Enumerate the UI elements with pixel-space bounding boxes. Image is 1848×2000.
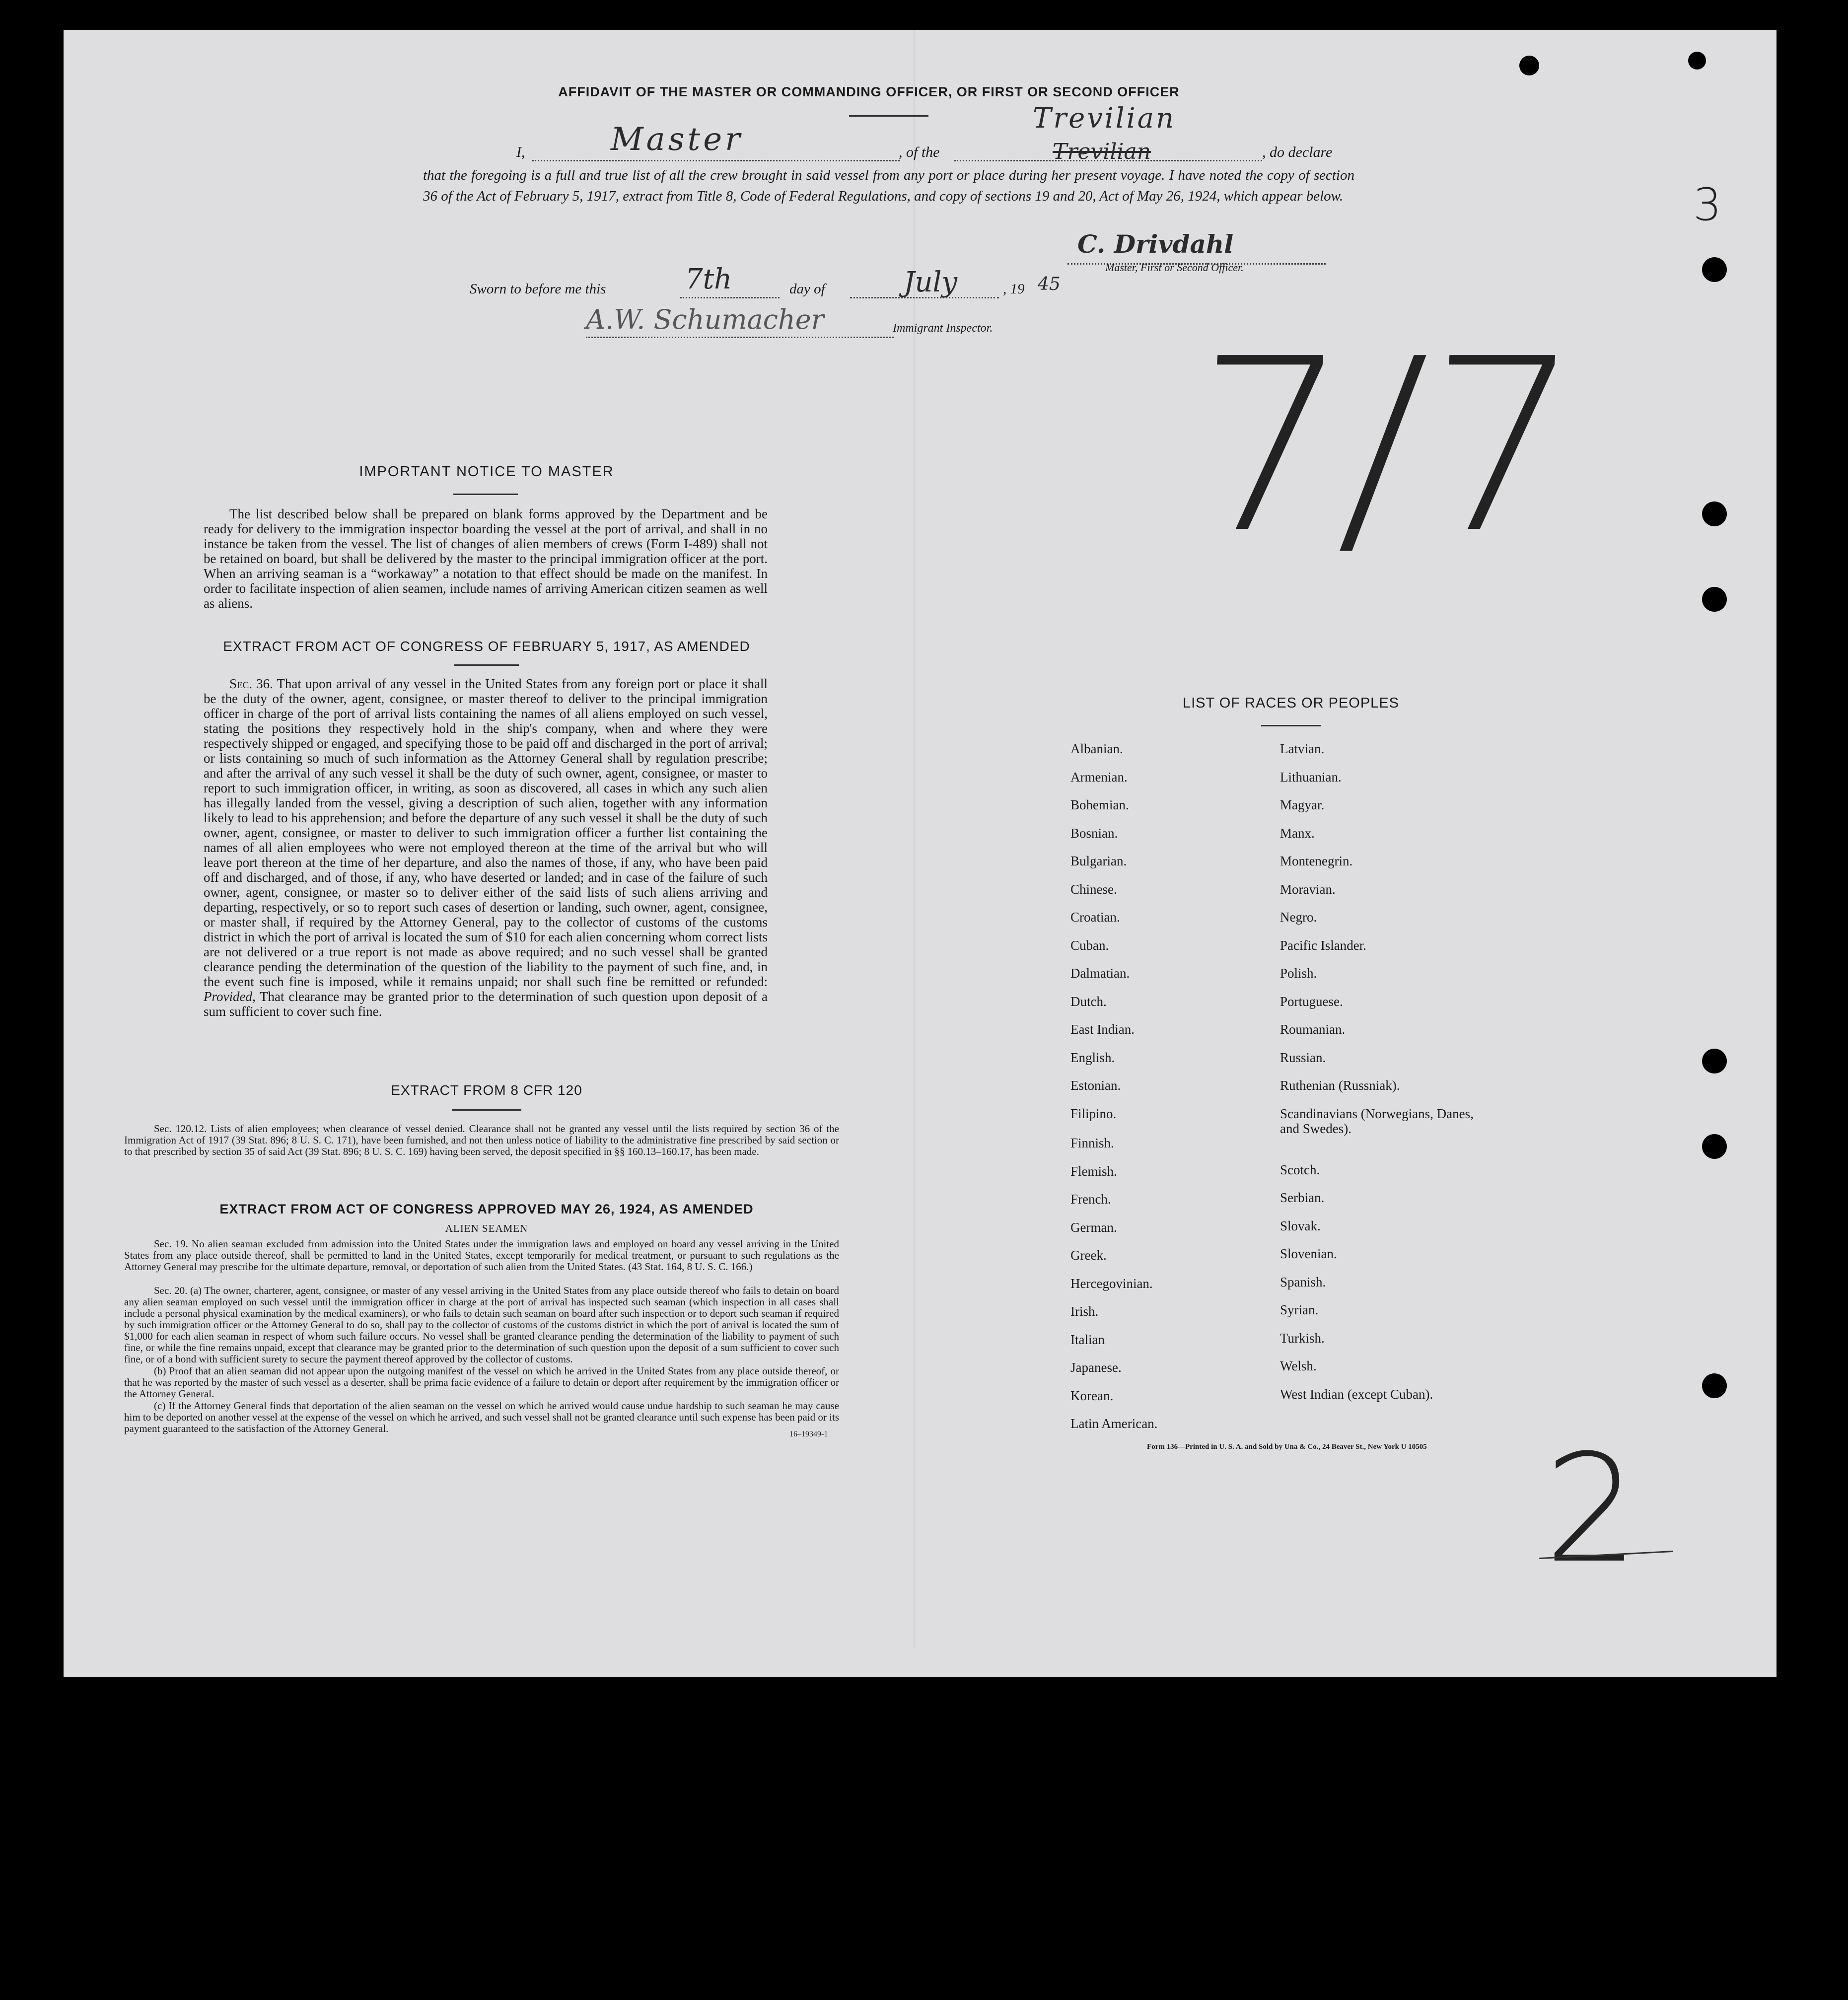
extract1924-subtitle: ALIEN SEAMEN: [445, 1222, 528, 1234]
divider: [849, 115, 928, 117]
race-item: Armenian.: [1070, 769, 1128, 785]
master-signature: C. Drivdahl: [1077, 229, 1234, 259]
race-item: Bulgarian.: [1070, 854, 1127, 868]
form-code: 16–19349-1: [789, 1430, 828, 1438]
section-36-text-end: That clearance may be granted prior to the determination of such question upon deposit of a sum sufficient to cover such fine.: [204, 989, 768, 1019]
extract1924-sec20a: Sec. 20. (a) The owner, charterer, agent, consignee, or master of any vessel arriving in the United States from any place outside thereof who fails to detain on board any alien seaman employed on such vessel until the immigration officer in charge at the port of arrival has inspected such seaman (which inspection in all cases shall include a personal physical examination by the medical examiners), or who fails to detain such seaman on board after such inspection or to deport such seaman if required by such immigration officer or the Attorney General to do so, shall pay to the collector of customs of the customs district in which the port of arrival is located the sum of $1,000 for each alien seaman in respect of whom such failure occurs. No vessel shall be granted clearance pending the determination of the liability to payment of such fine, or while the fine remains unpaid, except that clearance may be granted prior to the determination of such question upon the deposit of a sum sufficient to cover such fine, or of a bond with sufficient surety to secure the payment thereof approved by the collector of customs.: [124, 1285, 839, 1365]
race-item: Latin American.: [1070, 1416, 1158, 1431]
race-item: Magyar.: [1280, 797, 1325, 812]
extract1924-sec19: Sec. 19. No alien seaman excluded from admission into the United States under the immigration laws and employed on board any vessel arriving in the United States from any place outside thereof, shall be permitted to land in the United States, except temporarily for medical treatment, or pursuant to such regulations as the Attorney General may prescribe for the ultimate departure, removal, or deportation of such alien from the United States. (43 Stat. 164, 8 U. S. C. 166.): [124, 1238, 839, 1273]
extract1917-title: EXTRACT FROM ACT OF CONGRESS OF FEBRUARY 5, 1917, AS AMENDED: [223, 639, 750, 654]
affidavit-of-the: , of the: [899, 144, 940, 160]
extract1924-sec20b: (b) Proof that an alien seaman did not appear upon the outgoing manifest of the vessel on which he arrived in the United States from any place outside thereof, or that he was reported by the master of such vessel as a deserter, shall be prima facie evidence of a failure to detain or deport after requirement by the immigration officer or the Attorney General.: [124, 1365, 839, 1400]
race-item: Slovenian.: [1280, 1246, 1337, 1261]
race-item: Russian.: [1280, 1050, 1326, 1065]
race-item: Slovak.: [1280, 1218, 1321, 1233]
punch-hole: [1702, 1049, 1727, 1073]
punch-hole: [1702, 257, 1727, 282]
punch-hole: [1702, 1373, 1727, 1398]
race-item: German.: [1070, 1219, 1117, 1235]
race-item: East Indian.: [1070, 1022, 1135, 1037]
race-item: Scandinavians (Norwegians, Danes, and Swedes).: [1280, 1106, 1474, 1136]
race-item: Flemish.: [1070, 1163, 1117, 1179]
race-item: Manx.: [1280, 825, 1315, 841]
race-item: Bosnian.: [1070, 825, 1118, 841]
race-item: Cuban.: [1070, 937, 1109, 953]
race-item: Albanian.: [1070, 741, 1123, 756]
race-item: Latvian.: [1280, 741, 1325, 756]
race-item: Moravian.: [1280, 881, 1336, 897]
affidavit-i: I,: [516, 144, 525, 160]
corner-mark: 3: [1693, 179, 1722, 231]
race-item: Dalmatian.: [1070, 966, 1130, 981]
race-item: Scotch.: [1280, 1162, 1320, 1177]
race-item: Dutch.: [1070, 994, 1107, 1009]
form-footer-note: Form 136—Printed in U. S. A. and Sold by Una & Co., 24 Beaver St., New York U 10505: [1147, 1443, 1427, 1451]
vessel-struck-out: Trevilian: [1053, 139, 1151, 164]
race-item: Welsh.: [1280, 1358, 1317, 1373]
race-item: Turkish.: [1280, 1330, 1325, 1346]
notice-text: The list described below shall be prepared on blank forms approved by the Department and be ready for delivery to the immigration inspector boarding the vessel at the port of arrival, and shall in no instance be taken from the vessel. The list of changes of alien members of crews (Form I-489) shall not be retained on board, but shall be delivered by the master to the principal immigration officer at the port. When an arriving seaman is a “workaway” a notation to that effect should be made on the manifest. In order to facilitate inspection of alien seamen, include names of arriving American citizen seamen as well as aliens.: [204, 506, 768, 611]
affidavit-title: AFFIDAVIT OF THE MASTER OR COMMANDING OFFICER, OR FIRST OR SECOND OFFICER: [558, 84, 1180, 99]
punch-hole: [1702, 501, 1727, 526]
race-item: Hercegovinian.: [1070, 1276, 1153, 1291]
race-item: West Indian (except Cuban).: [1280, 1386, 1433, 1402]
race-item: Ruthenian (Russniak).: [1280, 1078, 1400, 1093]
sworn-day-of: day of: [789, 281, 825, 297]
divider: [453, 494, 518, 495]
sworn-prefix: Sworn to before me this: [470, 281, 606, 297]
race-item: Serbian.: [1280, 1190, 1325, 1205]
extractCFR-title: EXTRACT FROM 8 CFR 120: [391, 1082, 582, 1098]
sworn-month: July: [904, 266, 958, 298]
extract1924-sec20c: (c) If the Attorney General finds that deportation of the alien seaman on the vessel on which he arrived would cause undue hardship to such seaman he may cause him to be deported on another vessel at the expense of the vessel on which he arrived, and such vessel shall not be granted clearance until such expense has been paid or its payment guaranteed to the satisfaction of the Attorney General.: [124, 1400, 839, 1434]
race-item: English.: [1070, 1050, 1115, 1065]
sworn-day: 7th: [685, 263, 732, 295]
signature-caption: Master, First or Second Officer.: [1105, 261, 1244, 274]
race-item: Greek.: [1070, 1248, 1107, 1263]
race-item: Spanish.: [1280, 1274, 1326, 1289]
race-item: Estonian.: [1070, 1078, 1121, 1093]
race-item: Bohemian.: [1070, 797, 1129, 812]
affidavit-declare: , do declare: [1262, 144, 1333, 160]
notice-title: IMPORTANT NOTICE TO MASTER: [359, 464, 614, 480]
affidavit-statement: that the foregoing is a full and true list of all the crew brought in said vessel from any port or place during her present voyage. I have noted the copy of section 36 of the Act of February 5, 1917, extract from Title 8, Code of Federal Regulations, and copy of sections 19 and 20, Act of May 26, 1924, which appear below.: [423, 167, 1354, 204]
divider: [454, 664, 519, 666]
race-item: Japanese.: [1070, 1360, 1122, 1375]
sworn-year: 45: [1038, 274, 1061, 294]
race-item: Filipino.: [1070, 1106, 1117, 1121]
punch-hole: [1702, 1134, 1727, 1159]
provided-word: Provided,: [204, 989, 256, 1004]
sworn-year-prefix: , 19: [1003, 281, 1025, 297]
handwritten-fraction: 7/7: [1182, 308, 1585, 585]
extract1924-title: EXTRACT FROM ACT OF CONGRESS APPROVED MAY 26, 1924, AS AMENDED: [219, 1202, 754, 1216]
page-number-handwritten: 2: [1544, 1423, 1639, 1596]
vessel-handwritten: Trevilian: [1033, 102, 1176, 135]
race-item: Chinese.: [1070, 881, 1117, 897]
race-item: Portuguese.: [1280, 994, 1343, 1009]
race-item: Roumanian.: [1280, 1022, 1346, 1037]
race-item: Montenegrin.: [1280, 854, 1353, 868]
race-item: French.: [1070, 1192, 1111, 1207]
divider: [1261, 725, 1321, 726]
inspector-signature: A.W. Schumacher: [586, 304, 824, 335]
race-item: Croatian.: [1070, 910, 1120, 925]
races-title: LIST OF RACES OR PEOPLES: [1182, 695, 1400, 711]
section-36-text: That upon arrival of any vessel in the United States from any foreign port or place it shall be the duty of the owner, agent, consignee, or master thereof to deliver to the principal immigration officer in charge of the port of arrival lists containing the names of all aliens employed on such vessel, stating the positions they respectively hold in the ship's company, when and where they were respectively shipped or engaged, and specifying those to be paid off and discharged in the port of arrival; or lists containing so much of such information as the Attorney General shall by regulation prescribe; and after the arrival of any such vessel it shall be the duty of such owner, agent, consignee, or master to report to such immigration officer, in writing, as soon as discovered, all cases in which any such alien has illegally landed from the vessel, giving a description of such alien, together with any information likely to lead to his apprehension; and before the departure of any such vessel it shall be the duty of such owner, agent, consignee, or master to deliver to such immigration officer a further list containing the names of all alien employees who were not employed thereon at the time of the arrival but who will leave port thereon at the time of her departure, and also the names of those, if any, who have been paid off and discharged, and of those, if any, who have deserted or landed; and in case of the failure of such owner, agent, consignee, or master so to deliver either of the said lists of such aliens arriving and departing, respectively, or so to report such cases of desertion or landing, such owner, agent, consignee, or master shall, if required by the Attorney General, pay to the collector of customs of the customs district in which the port of arrival is located the sum of $10 for each alien concerning whom correct lists are not delivered or a true report is not made as above required; and no such vessel shall be granted clearance pending the determination of the question of the liability to the payment of such fine, and, in the event such fine is imposed, while it remains unpaid; nor shall such fine be remitted or refunded:: [204, 676, 768, 989]
extract1917-text: [204, 676, 768, 1019]
divider: [452, 1109, 521, 1111]
punch-hole: [1688, 52, 1706, 70]
role-handwritten: Master: [611, 121, 743, 158]
race-item: Negro.: [1280, 910, 1317, 925]
punch-hole: [1702, 587, 1727, 612]
punch-hole: [1519, 56, 1539, 75]
race-item: Lithuanian.: [1280, 769, 1342, 785]
inspector-caption: Immigrant Inspector.: [893, 322, 993, 335]
race-item: Italian: [1070, 1332, 1105, 1347]
race-item: Finnish.: [1070, 1136, 1114, 1150]
section-36-label: Sec. 36.: [229, 676, 273, 691]
race-item: Korean.: [1070, 1388, 1114, 1403]
race-item: Polish.: [1280, 966, 1317, 981]
extractCFR-text: Sec. 120.12. Lists of alien employees; when clearance of vessel denied. Clearance shall not be granted any vessel until the lists required by section 36 of the Immigration Act of 1917 (39 Stat. 896; 8 U. S. C. 171), have been furnished, and not then unless notice of liability to the administrative fine prescribed by said section or to that prescribed by section 35 of said Act (39 Stat. 896; 8 U. S. C. 169) having been served, the deposit specified in §§ 160.13–160.17, has been made.: [124, 1123, 839, 1157]
race-item: Syrian.: [1280, 1302, 1319, 1317]
race-item: Pacific Islander.: [1280, 937, 1366, 953]
race-item: Irish.: [1070, 1304, 1099, 1319]
